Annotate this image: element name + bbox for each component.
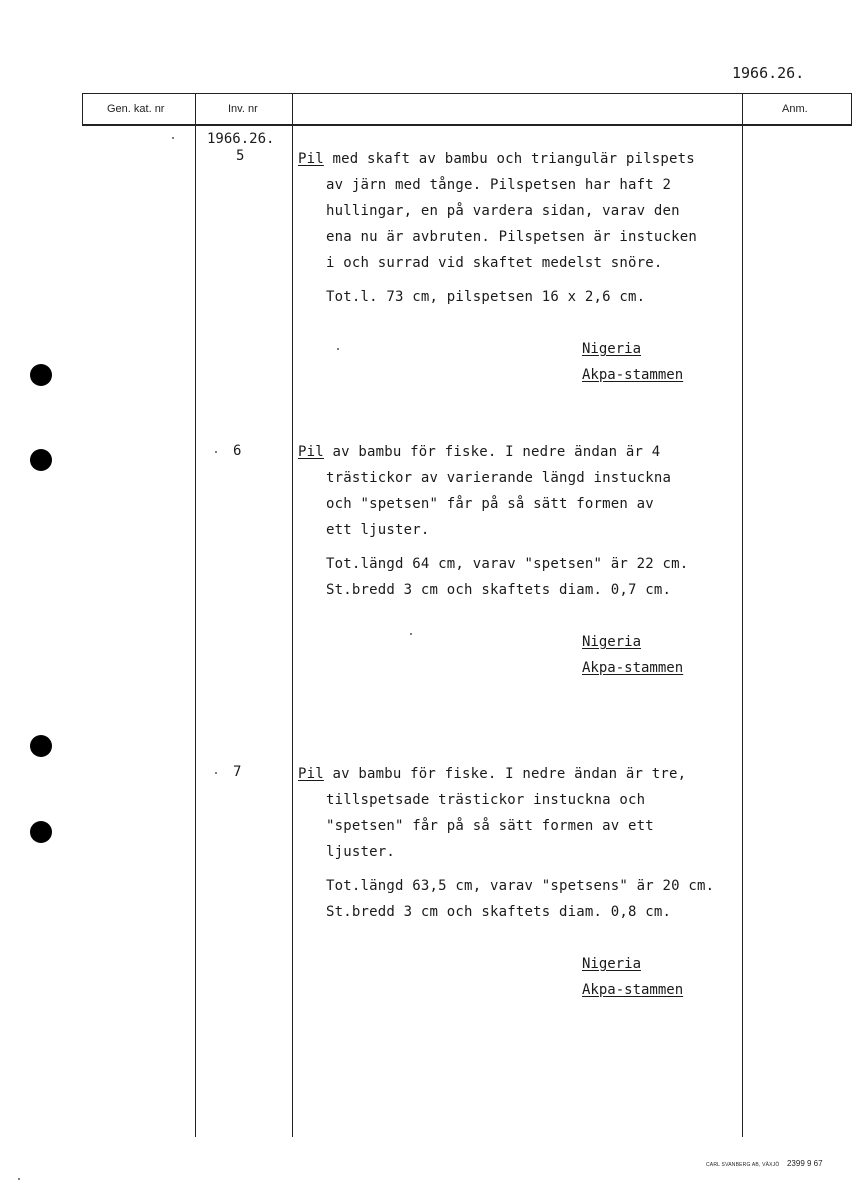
entry-measures: St.bredd 3 cm och skaftets diam. 0,8 cm.: [326, 904, 672, 920]
entry-first-line: av bambu för fiske. I nedre ändan är tre,: [323, 766, 687, 782]
entry-keyword: Pil: [298, 444, 324, 460]
column-divider-text-anm: [742, 93, 743, 1137]
entry-measures: Tot.längd 64 cm, varav "spetsen" är 22 cm.: [326, 556, 689, 572]
entry-line: ljuster.: [326, 844, 396, 860]
table-left-border: [82, 93, 83, 126]
punch-hole: [30, 364, 52, 386]
entry-line: "spetsen" får på så sätt formen av ett: [326, 818, 654, 834]
entry-measures: St.bredd 3 cm och skaftets diam. 0,7 cm.: [326, 582, 672, 598]
inv-number: 6: [233, 443, 242, 459]
entry-measures: Tot.längd 63,5 cm, varav "spetsens" är 20 cm.: [326, 878, 715, 894]
inv-prefix: 1966.26.: [207, 131, 275, 147]
entry-keyword: Pil: [298, 151, 324, 167]
entry-first-line: med skaft av bambu och triangulär pilspets: [323, 151, 695, 167]
scan-speck: [215, 451, 217, 453]
entry-line: och "spetsen" får på så sätt formen av: [326, 496, 654, 512]
punch-hole: [30, 449, 52, 471]
table-top-border: [82, 93, 852, 94]
entry-country: Nigeria: [582, 341, 642, 357]
header-bottom-border: [82, 124, 852, 126]
entry-line: i och surrad vid skaftet medelst snöre.: [326, 255, 663, 271]
scan-speck: [410, 633, 412, 635]
column-header-anm: Anm.: [782, 103, 808, 115]
column-header-gen-kat-nr: Gen. kat. nr: [107, 103, 165, 115]
inv-number: 7: [233, 764, 242, 780]
entry-people: Akpa-stammen: [582, 982, 684, 998]
scan-speck: [215, 772, 217, 774]
punch-hole: [30, 735, 52, 757]
entry-people: Akpa-stammen: [582, 367, 684, 383]
scan-speck: [18, 1178, 20, 1180]
entry-country: Nigeria: [582, 634, 642, 650]
entry-line: ena nu är avbruten. Pilspetsen är instucken: [326, 229, 698, 245]
entry-line: hullingar, en på vardera sidan, varav den: [326, 203, 680, 219]
entry-line: ett ljuster.: [326, 522, 430, 538]
catalogue-number: 1966.26.: [732, 64, 805, 82]
entry-description: [298, 761, 686, 787]
scan-speck: [172, 137, 174, 139]
entry-description: [298, 439, 660, 465]
column-divider-gen-inv: [195, 93, 196, 1137]
entry-line: av järn med tånge. Pilspetsen har haft 2: [326, 177, 672, 193]
entry-keyword: Pil: [298, 766, 324, 782]
entry-people: Akpa-stammen: [582, 660, 684, 676]
column-divider-inv-text: [292, 93, 293, 1137]
entry-measures: Tot.l. 73 cm, pilspetsen 16 x 2,6 cm.: [326, 289, 646, 305]
form-number: 2399 9 67: [786, 1159, 823, 1168]
printer-mark: [706, 1153, 823, 1171]
entry-line: tillspetsade trästickor instuckna och: [326, 792, 646, 808]
printer-name: CARL SVANBERG AB, VÄXJÖ: [706, 1162, 780, 1168]
inv-number: 5: [236, 148, 245, 164]
entry-line: trästickor av varierande längd instuckna: [326, 470, 672, 486]
table-right-border: [851, 93, 852, 126]
punch-hole: [30, 821, 52, 843]
entry-description: [298, 146, 695, 172]
scan-speck: [337, 348, 339, 350]
column-header-inv-nr: Inv. nr: [228, 103, 258, 115]
entry-first-line: av bambu för fiske. I nedre ändan är 4: [323, 444, 661, 460]
entry-country: Nigeria: [582, 956, 642, 972]
